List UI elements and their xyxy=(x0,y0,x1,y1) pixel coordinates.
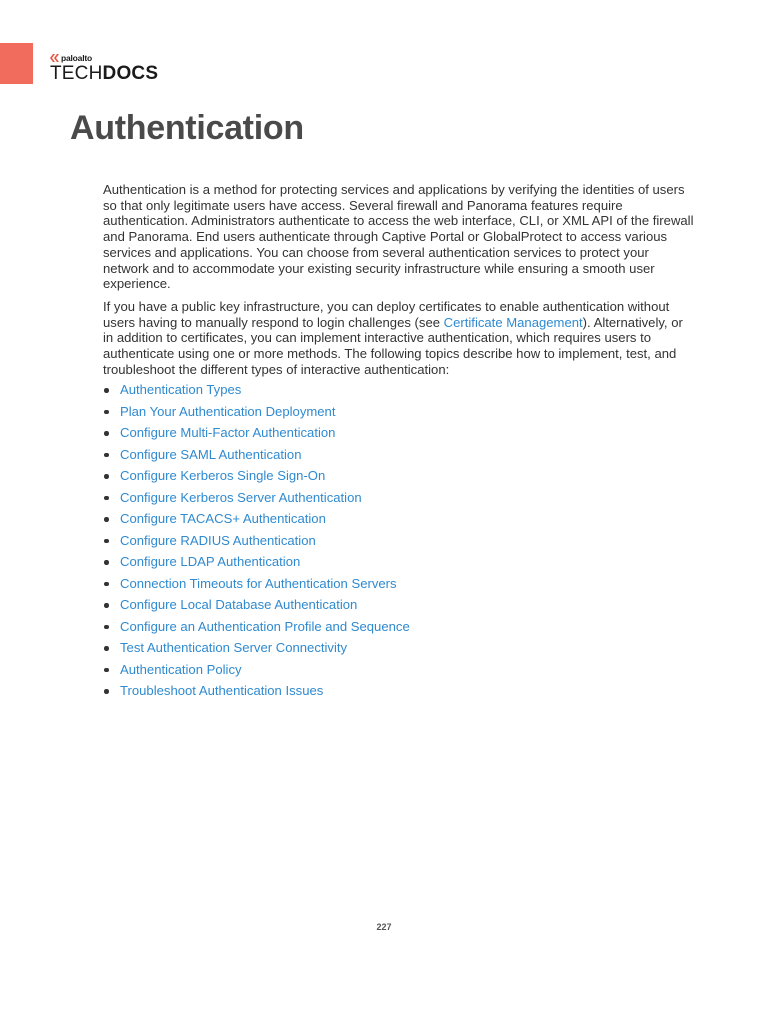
bullet-icon xyxy=(104,496,109,501)
topic-item xyxy=(103,401,695,423)
topic-item xyxy=(103,444,695,466)
bullet-icon xyxy=(104,410,109,415)
topic-link[interactable]: Configure RADIUS Authentication xyxy=(120,532,316,548)
bullet-icon xyxy=(104,603,109,608)
bullet-icon xyxy=(104,689,109,694)
topic-item xyxy=(103,465,695,487)
topic-link[interactable]: Configure LDAP Authentication xyxy=(120,554,301,570)
topic-item xyxy=(103,551,695,573)
topic-link[interactable]: Plan Your Authentication Deployment xyxy=(120,403,336,419)
bullet-icon xyxy=(104,388,109,393)
topic-link[interactable]: Configure Local Database Authentication xyxy=(120,597,358,613)
bullet-icon xyxy=(104,646,109,651)
topic-item xyxy=(103,379,695,401)
topic-link[interactable]: Configure SAML Authentication xyxy=(120,446,302,462)
topic-link[interactable]: Authentication Types xyxy=(120,382,242,398)
topics-list xyxy=(103,379,695,702)
bullet-icon xyxy=(104,668,109,673)
techdocs-tech: TECH xyxy=(50,63,103,84)
topic-item xyxy=(103,637,695,659)
intro-paragraph-2 xyxy=(103,299,695,378)
techdocs-wordmark xyxy=(50,64,200,84)
bullet-icon xyxy=(104,474,109,479)
bullet-icon xyxy=(104,517,109,522)
topic-item xyxy=(103,508,695,530)
paloalto-chevron-icon xyxy=(50,54,60,62)
intro-p2-before-link: If you have a public key infrastructure, you can deploy certificates to enable authentication without users having to manually respond to login challenges (see xyxy=(103,298,670,330)
topic-item xyxy=(103,616,695,638)
techdocs-logo[interactable] xyxy=(50,53,200,83)
bullet-icon xyxy=(104,582,109,587)
topic-link[interactable]: Configure Multi-Factor Authentication xyxy=(120,425,336,441)
bullet-icon xyxy=(104,625,109,630)
bullet-icon xyxy=(104,560,109,565)
topic-link[interactable]: Configure TACACS+ Authentication xyxy=(120,511,326,527)
topic-item xyxy=(103,530,695,552)
bullet-icon xyxy=(104,539,109,544)
topic-item xyxy=(103,659,695,681)
topic-link[interactable]: Authentication Policy xyxy=(120,661,242,677)
topic-link[interactable]: Configure Kerberos Single Sign-On xyxy=(120,468,326,484)
certificate-management-link[interactable]: Certificate Management xyxy=(443,314,583,330)
techdocs-docs: DOCS xyxy=(102,63,159,84)
topic-item xyxy=(103,573,695,595)
page-number: 227 xyxy=(376,922,392,932)
topic-item xyxy=(103,422,695,444)
main-content xyxy=(103,182,695,702)
topic-item xyxy=(103,594,695,616)
page-title: Authentication xyxy=(70,109,304,147)
accent-corner-block xyxy=(0,43,33,84)
paloalto-logo xyxy=(50,53,200,63)
topic-link[interactable]: Connection Timeouts for Authentication Servers xyxy=(120,575,397,591)
bullet-icon xyxy=(104,431,109,436)
bullet-icon xyxy=(104,453,109,458)
topic-link[interactable]: Configure Kerberos Server Authentication xyxy=(120,489,362,505)
intro-paragraph-1: Authentication is a method for protecting services and applications by verifying the identities of users so that only legitimate users have access. Several firewall and Panorama features require authentication. Administrators authenticate to access the web interface, CLI, or XML API of the firewall and Panorama. End users authenticate through Captive Portal or GlobalProtect to access various services and applications. You can choose from several authentication services to protect your network and to accommodate your existing security infrastructure while ensuring a smooth user experience. xyxy=(103,182,694,292)
topic-item xyxy=(103,487,695,509)
topic-link[interactable]: Troubleshoot Authentication Issues xyxy=(120,683,324,699)
paloalto-wordmark: paloalto xyxy=(61,53,92,63)
topic-link[interactable]: Test Authentication Server Connectivity xyxy=(120,640,348,656)
topic-link[interactable]: Configure an Authentication Profile and Sequence xyxy=(120,618,410,634)
topic-item xyxy=(103,680,695,702)
intro-p2-after-link: ). Alternatively, or in addition to certificates, you can implement interactive authentication, which requires users to authenticate using one or more methods. The following topics describe how to implement, test, and troubleshoot the different types of interactive authentication: xyxy=(103,314,683,377)
